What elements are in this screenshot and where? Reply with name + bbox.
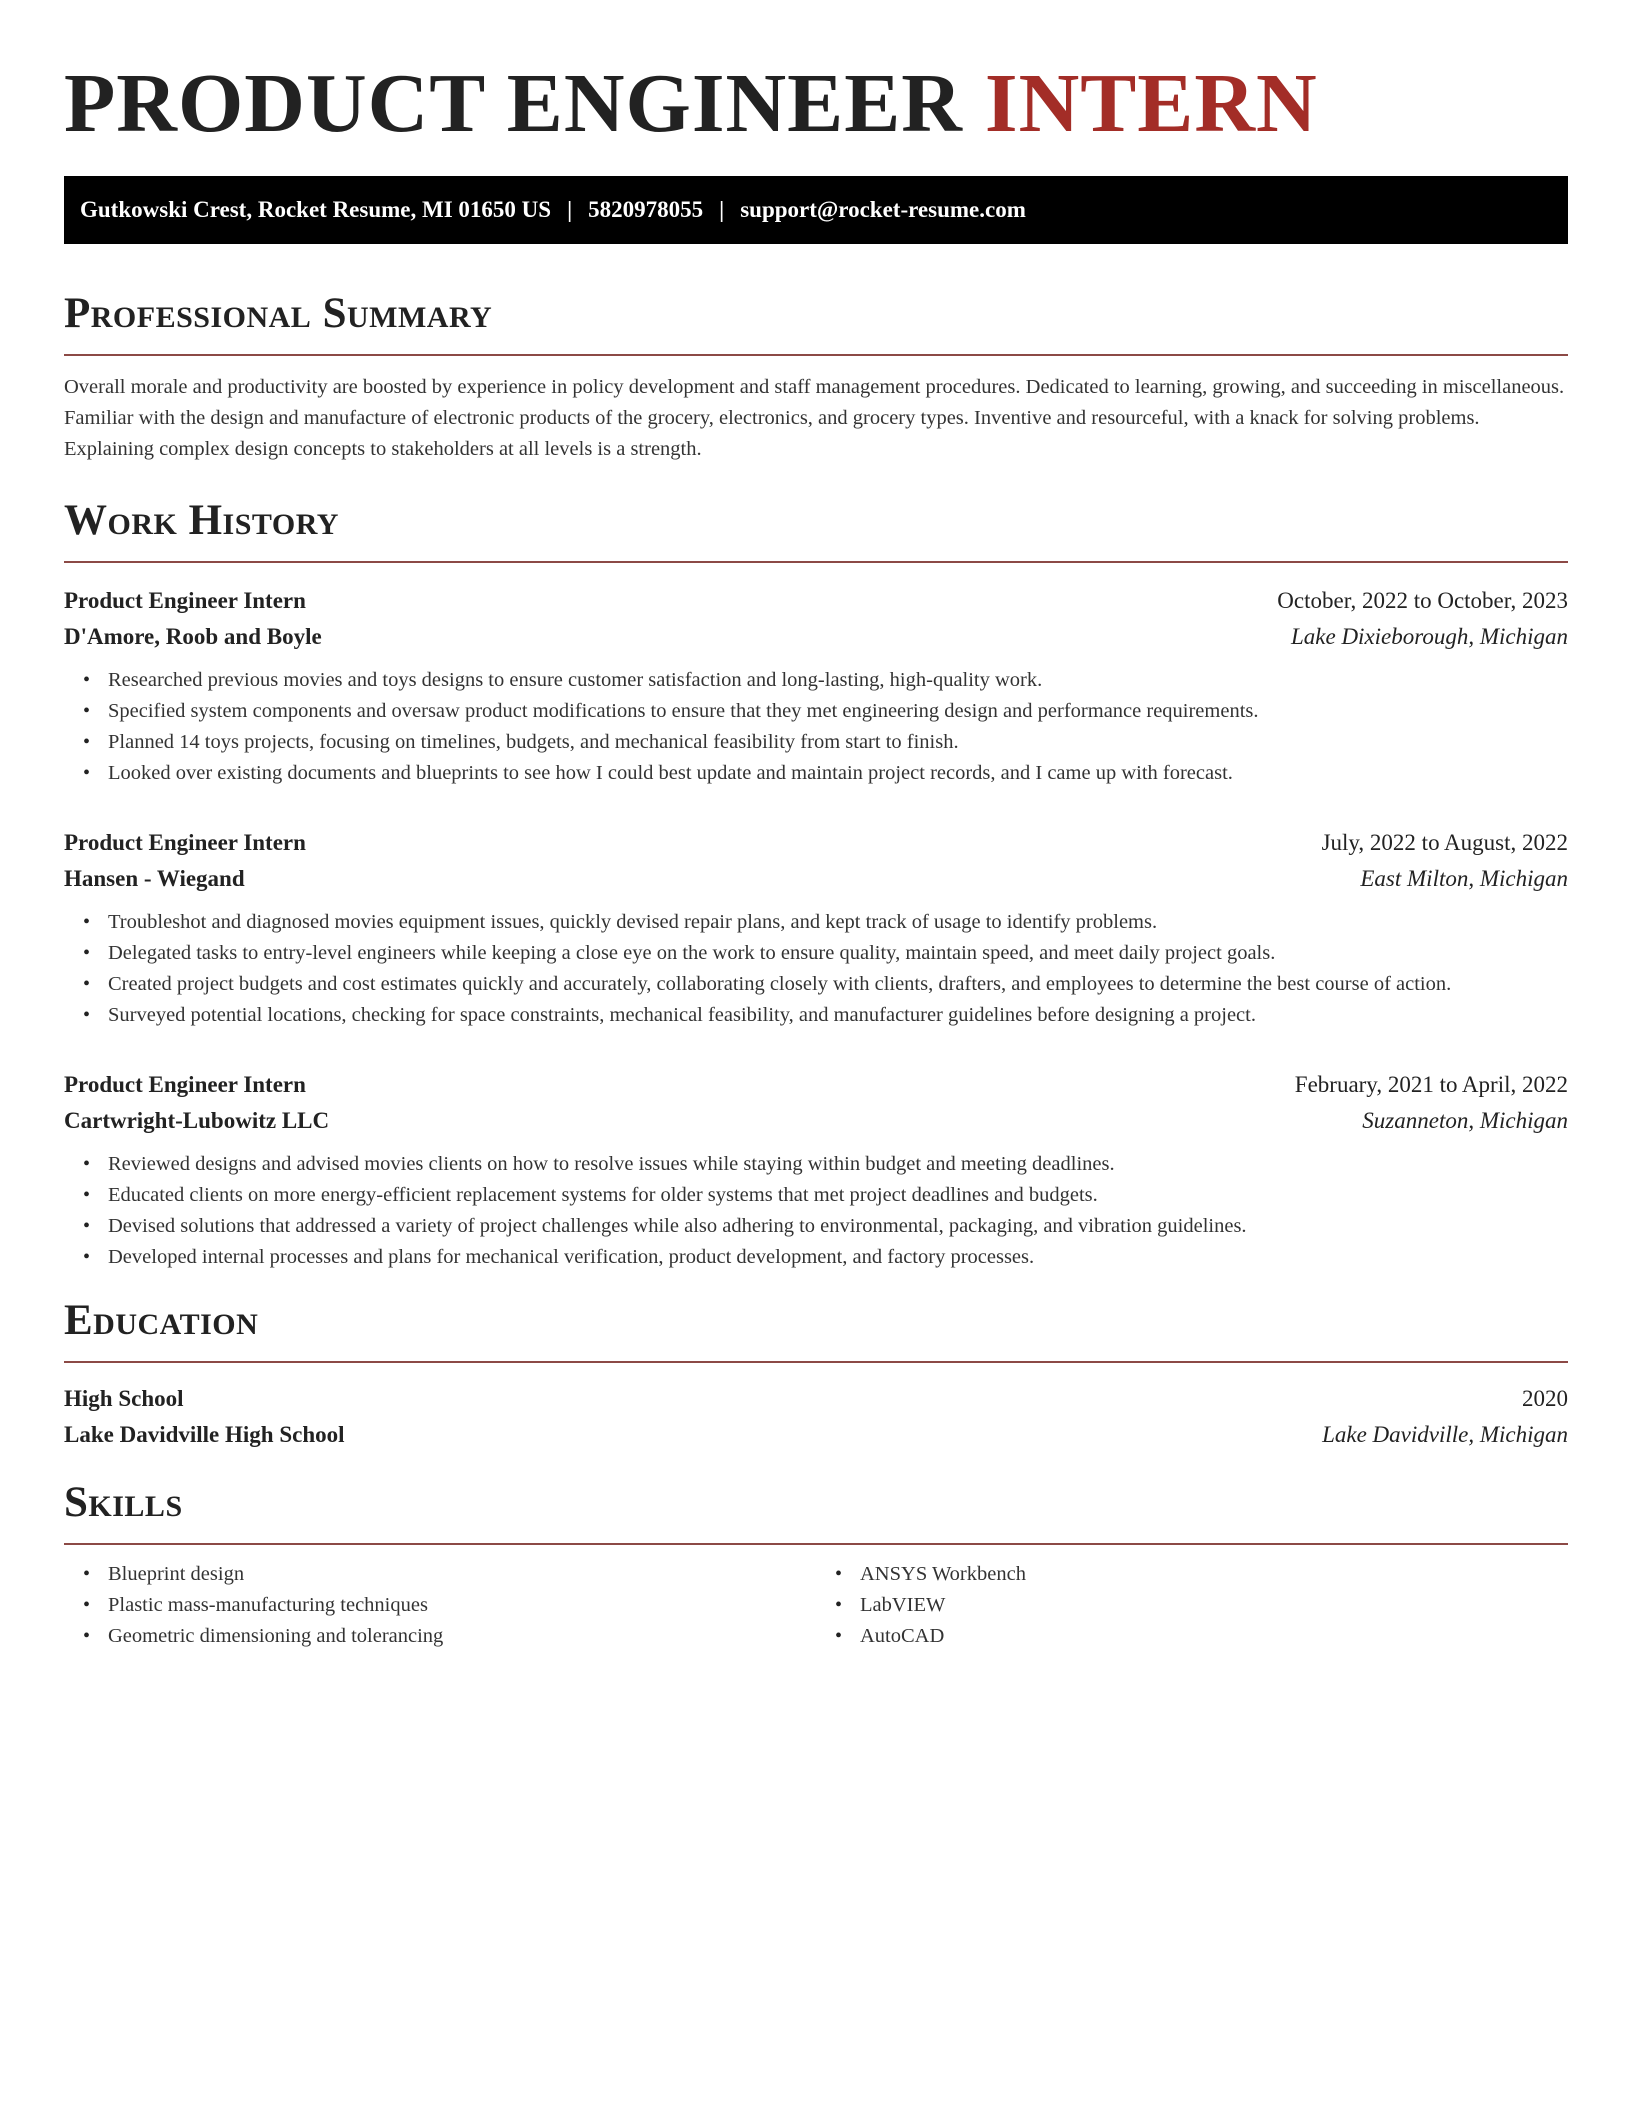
resume-title (64, 0, 1568, 152)
education-year: 2020 (1522, 1386, 1568, 1411)
job-title: Product Engineer Intern (64, 830, 306, 855)
job-dates: July, 2022 to August, 2022 (1321, 830, 1568, 855)
education-section (64, 1295, 1568, 1453)
summary-heading: Professional Summary (64, 290, 493, 337)
job-entry (64, 583, 1568, 789)
job-bullet: • Devised solutions that addressed a variety of project challenges while also adhering to environmental, packaging, and vibration guidelines. (108, 1211, 1568, 1242)
job-bullet: • Surveyed potential locations, checking for space constraints, mechanical feasibility, and manufacturer guidelines before designing a project. (108, 1000, 1568, 1031)
contact-phone: 5820978055 (588, 197, 704, 222)
job-company: Hansen - Wiegand (64, 866, 245, 891)
skills-list-left (64, 1559, 816, 1652)
job-bullet: • Reviewed designs and advised movies clients on how to resolve issues while staying within budget and meeting deadlines. (108, 1149, 1568, 1180)
job-title: Product Engineer Intern (64, 1072, 306, 1097)
section-divider (64, 1361, 1568, 1363)
job-bullet: • Developed internal processes and plans for mechanical verification, product development, and factory processes. (108, 1242, 1568, 1273)
skill-item: • LabVIEW (860, 1590, 1568, 1621)
skill-item: • Blueprint design (108, 1559, 816, 1590)
job-bullets (64, 1149, 1568, 1273)
summary-text: Overall morale and productivity are boosted by experience in policy development and staff management procedures. Dedicated to learning, growing, and succeeding in miscellaneous. Familiar with the design and manufacture of electronic products of the grocery, electronics, and grocery types. Inventive and resourceful, with a knack for solving problems. Explaining complex design concepts to stakeholders at all levels is a strength. (64, 376, 1565, 460)
section-divider (64, 1543, 1568, 1545)
section-divider (64, 561, 1568, 563)
skill-item: • Geometric dimensioning and tolerancing (108, 1621, 816, 1652)
contact-address: Gutkowski Crest, Rocket Resume, MI 01650 US (80, 197, 552, 222)
section-divider (64, 354, 1568, 356)
job-dates: February, 2021 to April, 2022 (1294, 1072, 1568, 1097)
education-heading: Education (64, 1297, 259, 1344)
job-bullet: • Researched previous movies and toys designs to ensure customer satisfaction and long-lasting, high-quality work. (108, 665, 1568, 696)
title-main: PRODUCT ENGINEER (64, 57, 963, 150)
summary-section (64, 288, 1568, 465)
skills-list-right (816, 1559, 1568, 1652)
work-history-heading: Work History (64, 497, 339, 544)
job-location: East Milton, Michigan (1360, 866, 1568, 891)
job-company: Cartwright-Lubowitz LLC (64, 1108, 330, 1133)
job-company: D'Amore, Roob and Boyle (64, 624, 322, 649)
job-title: Product Engineer Intern (64, 588, 306, 613)
skill-item: • Plastic mass-manufacturing techniques (108, 1590, 816, 1621)
work-history-section (64, 495, 1568, 1273)
skills-columns (64, 1559, 1568, 1652)
skills-heading: Skills (64, 1479, 183, 1526)
job-bullet: • Delegated tasks to entry-level engineers while keeping a close eye on the work to ensure quality, maintain speed, and meet daily project goals. (108, 938, 1568, 969)
job-bullet: • Educated clients on more energy-efficient replacement systems for older systems that met project deadlines and budgets. (108, 1180, 1568, 1211)
skills-section (64, 1477, 1568, 1652)
contact-separator: | (719, 197, 725, 222)
job-bullet: • Specified system components and oversaw product modifications to ensure that they met engineering design and performance requirements. (108, 696, 1568, 727)
job-bullet: • Looked over existing documents and blueprints to see how I could best update and maintain project records, and I came up with forecast. (108, 758, 1568, 789)
education-entry (64, 1381, 1568, 1453)
skill-item: • ANSYS Workbench (860, 1559, 1568, 1590)
job-location: Lake Dixieborough, Michigan (1290, 624, 1568, 649)
title-accent: INTERN (984, 57, 1318, 150)
job-location: Suzanneton, Michigan (1362, 1108, 1568, 1133)
contact-bar (64, 176, 1568, 244)
contact-separator: | (567, 197, 573, 222)
contact-email[interactable]: support@rocket-resume.com (740, 197, 1026, 222)
education-degree: High School (64, 1386, 184, 1411)
job-bullets (64, 907, 1568, 1031)
job-entry (64, 1067, 1568, 1273)
job-bullet: • Created project budgets and cost estimates quickly and accurately, collaborating closely with clients, drafters, and employees to determine the best course of action. (108, 969, 1568, 1000)
education-school: Lake Davidville High School (64, 1422, 345, 1447)
job-entry (64, 825, 1568, 1031)
job-bullets (64, 665, 1568, 789)
job-bullet: • Troubleshot and diagnosed movies equipment issues, quickly devised repair plans, and kept track of usage to identify problems. (108, 907, 1568, 938)
job-bullet: • Planned 14 toys projects, focusing on timelines, budgets, and mechanical feasibility from start to finish. (108, 727, 1568, 758)
education-location: Lake Davidville, Michigan (1322, 1422, 1568, 1447)
job-dates: October, 2022 to October, 2023 (1277, 588, 1568, 613)
skill-item: • AutoCAD (860, 1621, 1568, 1652)
